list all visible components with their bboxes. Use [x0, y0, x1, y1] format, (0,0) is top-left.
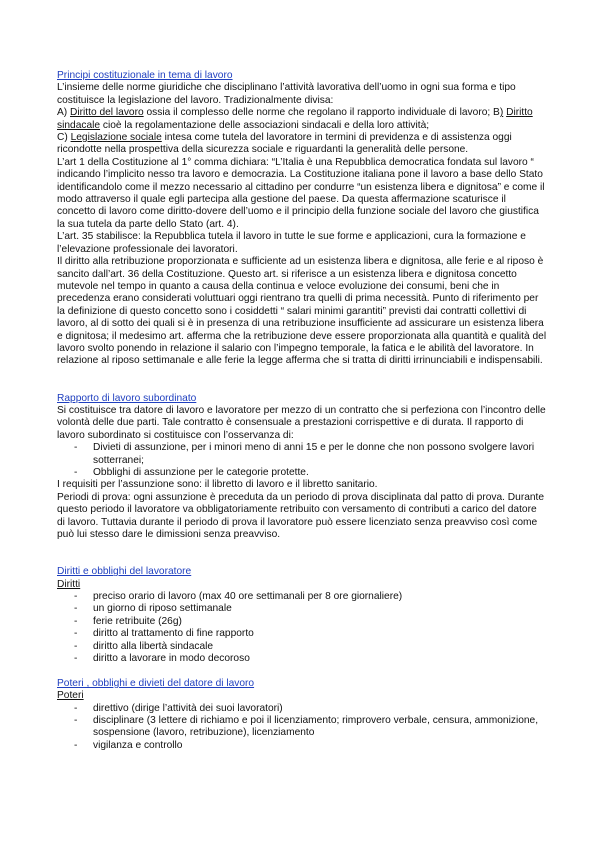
dash-list	[57, 591, 547, 665]
list-item: - vigilanza e controllo	[57, 740, 547, 752]
text: ossia il complesso delle norme che regolano il rapporto individuale di lavoro; B	[143, 107, 500, 119]
list-item: - un giorno di riposo settimanale	[57, 603, 547, 615]
paragraph: I requisiti per l’assunzione sono: il libretto di lavoro e il libretto sanitario.	[57, 479, 378, 491]
section-principi	[57, 70, 547, 368]
paragraph: L’art 1 della Costituzione al 1° comma dichiara: “L’Italia è una Repubblica democratica fondata sul lavoro “ indicando l’implicito nesso tra lavoro e democrazia. La Costituzione italiana pone il lavoro a base dello Stato identificandolo come il mezzo necessario al cittadino per condurre “un esistenza libera e dignitosa” e come il modo attraverso il quale egli partecipa alla gestione del paese. Da questa affermazione scaturisce il concetto di lavoro come diritto-dovere dell’uomo e il principio della funzione sociale del lavoro che giustifica la sua tutela da parte dello Stato (art. 4).	[57, 156, 545, 230]
text: intesa come tutela del lavoratore in termini di previdenza e di assistenza oggi ricondotte nella prospettiva della sicurezza sociale e riguardanti la generalità delle persone.	[57, 132, 512, 156]
dash-list	[57, 703, 547, 753]
text: cioè la regolamentazione delle associazioni sindacali e della loro attività;	[100, 119, 430, 131]
list-item: - diritto a lavorare in modo decoroso	[57, 653, 547, 665]
section-diritti	[57, 566, 547, 665]
list-item: - Obblighi di assunzione per le categorie protette.	[57, 467, 547, 479]
list-item: - diritto alla libertà sindacale	[57, 641, 547, 653]
paragraph: Il diritto alla retribuzione proporzionata e sufficiente ad un esistenza libera e dignitosa, alle ferie e al riposo è sancito dall’art. 36 della Costituzione. Questo art. si riferisce a un esistenza libera e dignitosa concetto mutevole nel tempo in quanto a causa della continua e veloce evoluzione dei consumi, beni che in precedenza erano considerati voluttuari oggi rientrano tra quelli di prima necessità. Punto di riferimento per la definizione di questo concetto sono i cosiddetti “ salari minimi garantiti” previsti dai contratti collettivi di lavoro, al di sotto dei quali si è in presenza di una retribuzione insufficiente ad assicurare un esistenza libera e dignitosa; il medesimo art. afferma che la retribuzione deve essere proporzionata alla quantità e qualità del lavoro svolto ponendo in relazione il salario con l’impegno temporale, la fatica e le abilità del lavoratore. In relazione al riposo settimanale e alle ferie la legge afferma che si tratta di diritti irrinunciabili e indispensabili.	[57, 256, 547, 367]
list-item: - Divieti di assunzione, per i minori meno di anni 15 e per le donne che non possono svolgere lavori sotterranei;	[57, 442, 547, 467]
section-heading: Diritti e obblighi del lavoratore	[57, 566, 192, 578]
spacer	[57, 541, 547, 566]
subheading: Poteri	[57, 690, 84, 702]
term-legislazione-sociale: Legislazione sociale	[70, 132, 162, 144]
text: C)	[57, 132, 71, 144]
text: A)	[57, 107, 71, 119]
dash-list	[57, 442, 547, 479]
paragraph: Si costituisce tra datore di lavoro e lavoratore per mezzo di un contratto che si perfeziona con l’incontro delle volontà delle due parti. Tale contratto è consensuale a prestazioni corrispettive e di durata. Il rapporto di lavoro subordinato si costituisce con l’osservanza di:	[57, 404, 546, 441]
paragraph: Periodi di prova: ogni assunzione è preceduta da un periodo di prova disciplinata dal patto di prova. Durante questo periodo il lavoratore va obbligatoriamente retribuito con versamento di contributi a carico del datore di lavoro. Tuttavia durante il periodo di prova il lavoratore può essere licenziato senza preavviso così come può lui stesso dare le dimissioni senza preavviso.	[57, 491, 545, 541]
list-item: - ferie retribuite (26g)	[57, 616, 547, 628]
term-diritto-lavoro: Diritto del lavoro	[70, 107, 144, 119]
subheading: Diritti	[57, 578, 81, 590]
list-item: - preciso orario di lavoro (max 40 ore settimanali per 8 ore giornaliere)	[57, 591, 547, 603]
spacer	[57, 665, 547, 677]
section-poteri	[57, 678, 547, 752]
term-diritto-sindacale: Diritto sindacale	[57, 107, 533, 131]
paragraph	[57, 132, 547, 157]
text: )	[499, 107, 504, 119]
paragraph	[57, 107, 547, 132]
section-heading: Poteri , obblighi e divieti del datore di lavoro	[57, 677, 255, 689]
paragraph: L’art. 35 stabilisce: la Repubblica tutela il lavoro in tutte le sue forme e applicazioni, cura la formazione e l’elevazione professionale dei lavoratori.	[57, 231, 526, 255]
spacer	[57, 368, 547, 393]
list-item: - direttivo (dirige l’attività dei suoi lavoratori)	[57, 703, 547, 715]
document-page	[57, 70, 547, 752]
list-item: - diritto al trattamento di fine rapporto	[57, 628, 547, 640]
section-heading: Principi costituzionale in tema di lavoro	[57, 70, 233, 81]
section-rapporto	[57, 393, 547, 542]
list-item: - disciplinare (3 lettere di richiamo e poi il licenziamento; rimprovero verbale, censura, ammonizione, sospensione (lavoro, retribuzione), licenziamento	[57, 715, 547, 740]
paragraph: L’insieme delle norme giuridiche che disciplinano l’attività lavorativa dell’uomo in ogni sua forma e tipo costituisce la legislazione del lavoro. Tradizionalmente divisa:	[57, 82, 516, 106]
section-heading: Rapporto di lavoro subordinato	[57, 392, 197, 404]
